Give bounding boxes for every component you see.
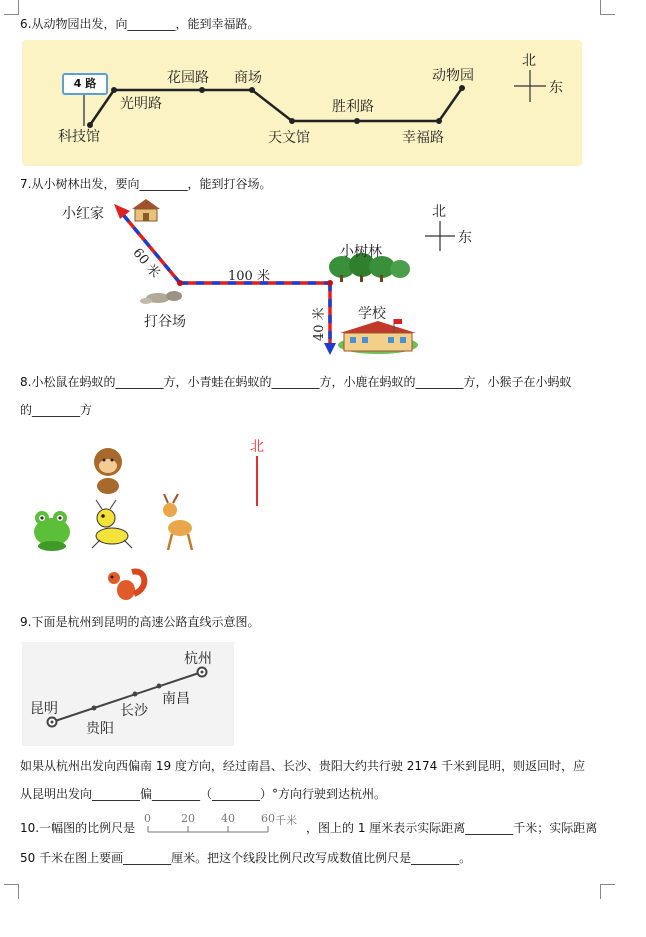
- question-9-text: 9.下面是杭州到昆明的高速公路直线示意图。: [20, 615, 260, 629]
- city-label: 昆明: [30, 701, 58, 717]
- city-marker: [133, 692, 138, 697]
- ant-icon: [92, 500, 132, 548]
- question-10-text-start: 10.一幅图的比例尺是: [20, 821, 136, 835]
- corner-mark-bottom-left: [4, 884, 19, 899]
- city-marker: [157, 684, 162, 689]
- question-7-text: 7.从小树林出发，要向________，能到打谷场。: [20, 177, 272, 191]
- question-10-text-end: ，图上的 1 厘米表示实际距离________千米；实际距离: [306, 821, 598, 835]
- compass-east-label: 东: [549, 80, 563, 96]
- place-label: 幸福路: [402, 130, 444, 146]
- bus-sign-label: 4 路: [73, 77, 97, 90]
- route-node: [354, 118, 360, 124]
- city-label: 贵阳: [86, 721, 114, 737]
- bus-sign: [62, 73, 108, 95]
- city-marker: [51, 721, 54, 724]
- route-node: [327, 280, 333, 286]
- squirrel-icon: [108, 571, 144, 600]
- map-question-6: [22, 40, 582, 166]
- place-label: 花园路: [167, 70, 209, 86]
- place-label: 光明路: [120, 96, 162, 112]
- threshing-ground-icon: [140, 291, 182, 304]
- place-label: 商场: [234, 70, 262, 86]
- route-node: [177, 280, 183, 286]
- city-marker: [201, 671, 204, 674]
- scale-tick-label: 60: [261, 812, 275, 825]
- place-label: 科技馆: [58, 129, 100, 145]
- route-node: [199, 87, 205, 93]
- compass-east-label: 东: [458, 230, 472, 246]
- corner-mark-top-left: [4, 0, 19, 15]
- school-icon: [338, 319, 418, 354]
- question-10-text-line2: 50 千米在图上要画________厘米。把这个线段比例尺改写成数值比例尺是________。: [20, 851, 472, 865]
- house-icon: [132, 199, 160, 221]
- scale-tick-label: 0: [144, 812, 151, 825]
- route-map-6: [22, 40, 582, 166]
- highway-diagram-question-9: [22, 642, 234, 746]
- north-label: 北: [250, 439, 264, 455]
- compass-north-label: 北: [432, 204, 446, 220]
- place-label: 打谷场: [144, 314, 186, 330]
- arrow-head: [114, 204, 130, 219]
- place-label: 小树林: [340, 244, 382, 260]
- question-9-body-line2: 从昆明出发向________偏________（________）°方向行驶到达杭州。: [20, 787, 387, 801]
- city-marker: [92, 706, 97, 711]
- question-9-body-line1: 如果从杭州出发向西偏南 19 度方向，经过南昌、长沙、贵阳大约共行驶 2174 千米到昆明，则返回时，应: [20, 759, 586, 773]
- north-line: [256, 456, 258, 506]
- question-8-text-line1: 8.小松鼠在蚂蚁的________方，小青蛙在蚂蚁的________方，小鹿在蚂蚁的________方，小猴子在小蚂蚁: [20, 375, 572, 389]
- deer-icon: [163, 494, 192, 550]
- route-node: [459, 85, 465, 91]
- frog-icon: [34, 511, 70, 551]
- line-scale: [140, 812, 308, 840]
- route-node: [436, 118, 442, 124]
- city-label: 南昌: [162, 691, 190, 707]
- north-indicator-question-8: [249, 436, 269, 508]
- scale-unit-label: 千米: [275, 814, 297, 827]
- route-node: [249, 87, 255, 93]
- corner-mark-top-right: [600, 0, 615, 15]
- compass-north-label: 北: [522, 53, 536, 69]
- scale-tick-label: 40: [221, 812, 235, 825]
- arrow-head: [324, 343, 336, 355]
- question-8-text-line2: 的________方: [20, 403, 93, 417]
- distance-label: 40 米: [312, 307, 327, 341]
- scale-tick-label: 20: [181, 812, 195, 825]
- map-question-7: [40, 195, 500, 360]
- distance-label: 60 米: [129, 245, 163, 282]
- place-label: 胜利路: [332, 99, 374, 115]
- place-label: 学校: [358, 306, 386, 322]
- route-node: [111, 87, 117, 93]
- corner-mark-bottom-right: [600, 884, 615, 899]
- city-label: 长沙: [120, 703, 148, 719]
- place-label: 小红家: [62, 206, 104, 222]
- place-label: 天文馆: [268, 130, 310, 146]
- question-6-text: 6.从动物园出发，向________，能到幸福路。: [20, 17, 260, 31]
- distance-label: 100 米: [228, 269, 270, 284]
- route-node: [289, 118, 295, 124]
- place-label: 动物园: [432, 68, 474, 84]
- city-label: 杭州: [184, 651, 212, 667]
- route-map-7: [40, 195, 500, 360]
- monkey-icon: [94, 448, 122, 494]
